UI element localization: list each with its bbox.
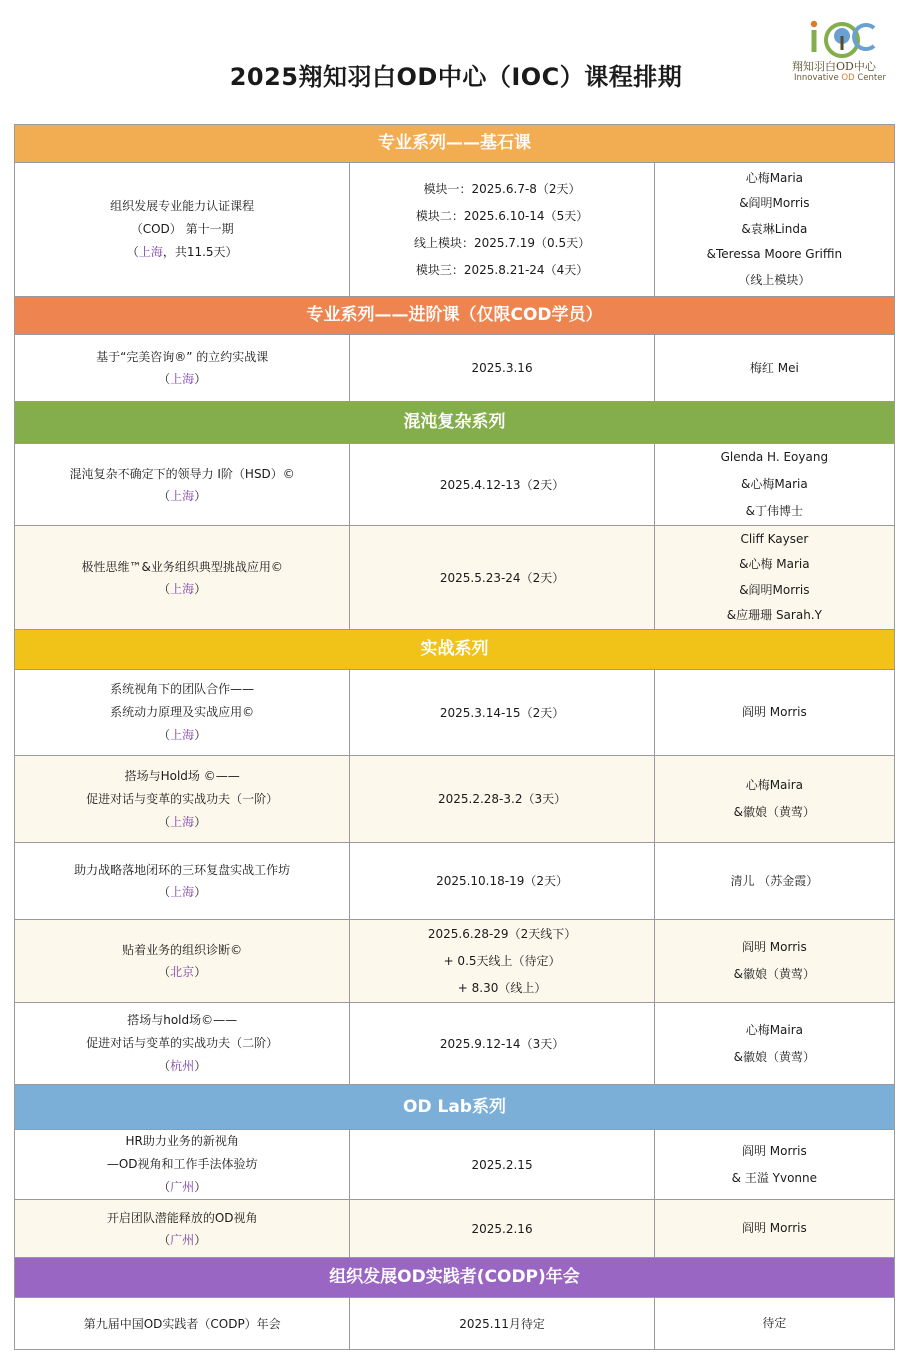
course-name: 基于“完美咨询®” 的立约实战课 [96,350,269,364]
course-name-cell [15,444,350,526]
course-name: —OD视角和工作手法体验坊 [106,1157,258,1171]
teacher-name: &袁琳Linda [741,221,808,236]
course-row [15,444,895,526]
course-date: 线上模块：2025.7.19（0.5天） [413,235,591,250]
course-dates-cell [350,163,654,297]
course-dates-cell [350,1003,654,1085]
course-date: 2025.6.28-29（2天线下） [427,926,577,941]
section-header-row [15,630,895,670]
teacher-name: &徽娘（黄莺） [733,805,816,819]
course-dates-cell [350,670,654,756]
course-name: 搭场与Hold场 ©—— [124,768,240,783]
course-date: 2025.2.28-3.2（3天） [437,792,567,806]
course-date: 2025.3.14-15（2天） [439,705,565,720]
course-dates-cell [350,843,654,920]
teacher-name: &阎明Morris [739,196,810,211]
course-date: 2025.4.12-13（2天） [439,477,565,492]
course-name: （COD） 第十一期 [130,222,234,236]
course-date: 2025.2.15 [471,1157,533,1172]
teacher-name: & 王溢 Yvonne [731,1170,818,1185]
course-location: （广州） [158,1232,207,1247]
course-name: 促进对话与变革的实战功夫（二阶） [86,1036,279,1050]
course-date: + 8.30（线上） [457,980,547,995]
teachers-cell [654,1130,894,1200]
teacher-name: 心梅Maria [745,170,804,185]
logo-chinese-name: 翔知羽白OD中心 [792,60,876,73]
course-name-cell [15,1298,350,1350]
location-city: 上海 [170,728,195,742]
teacher-name: 阎明 Morris [741,940,807,954]
teachers-cell [654,335,894,402]
course-dates-cell [350,756,654,843]
course-date: 2025.9.12-14（3天） [439,1036,565,1051]
course-name-cell [15,526,350,630]
course-name: 极性思维™&业务组织典型挑战应用© [81,559,283,574]
course-location: （广州） [158,1180,207,1194]
course-row [15,920,895,1003]
course-name-cell [15,670,350,756]
course-row [15,526,895,630]
section-header-row [15,1258,895,1298]
course-name: HR助力业务的新视角 [125,1134,239,1148]
course-name: 促进对话与变革的实战功夫（一阶） [86,791,279,806]
teachers-cell [654,1298,894,1350]
course-name-cell [15,756,350,843]
course-name-cell [15,163,350,297]
section-header: OD Lab系列 [15,1085,895,1130]
course-dates-cell [350,444,654,526]
course-date: 2025.10.18-19（2天） [436,874,569,888]
course-location: （上海，共11.5天） [126,245,238,259]
course-row [15,756,895,843]
course-name-cell [15,843,350,920]
course-row [15,670,895,756]
teacher-name: &阎明Morris [739,582,810,597]
location-city: 上海 [170,372,195,386]
teacher-name: 阎明 Morris [741,1221,807,1235]
teacher-name: 心梅Maira [745,778,804,792]
course-name: 系统视角下的团队合作—— [110,682,255,696]
location-city: 上海 [170,581,195,596]
course-name-cell [15,1200,350,1258]
course-row [15,1200,895,1258]
course-name: 系统动力原理及实战应用© [110,705,255,719]
course-name-cell [15,920,350,1003]
location-city: 广州 [170,1180,195,1194]
course-name: 混沌复杂不确定下的领导力 I阶（HSD）© [69,466,295,481]
teachers-cell [654,163,894,297]
course-date: 2025.5.23-24（2天） [439,570,565,585]
course-row [15,335,895,402]
course-row [15,1298,895,1350]
section-header: 专业系列——进阶课（仅限COD学员） [15,297,895,335]
course-dates-cell [350,1298,654,1350]
teachers-cell [654,444,894,526]
teacher-name: 梅红 Mei [749,360,799,375]
teacher-name: （线上模块） [738,272,811,287]
teacher-name: 阎明 Morris [741,1143,807,1158]
course-row [15,843,895,920]
section-header-row [15,1085,895,1130]
course-dates-cell [350,526,654,630]
course-date: 2025.2.16 [471,1221,533,1236]
page-title: 2025翔知羽白OD中心（IOC）课程排期 [229,63,683,91]
course-date: 模块一：2025.6.7-8（2天） [423,181,581,196]
course-name-cell [15,1003,350,1085]
course-row [15,1003,895,1085]
tree-logo-icon [808,18,876,58]
teacher-name: &心梅 Maria [739,557,810,571]
course-location: （上海） [158,885,207,899]
course-dates-cell [350,335,654,402]
teacher-name: &应珊珊 Sarah.Y [726,608,822,622]
teachers-cell [654,670,894,756]
course-date: 模块二：2025.6.10-14（5天） [415,208,589,223]
teacher-name: 清儿 （苏金霞） [730,873,819,888]
section-header-row [15,402,895,444]
teacher-name: &Teressa Moore Griffin [706,247,843,262]
section-header: 组织发展OD实践者(CODP)年会 [15,1258,895,1298]
teachers-cell [654,920,894,1003]
location-city: 上海 [170,814,195,829]
course-date: + 0.5天线上（待定） [443,953,561,968]
section-header: 实战系列 [15,630,895,670]
course-name: 开启团队潜能释放的OD视角 [106,1210,258,1225]
teachers-cell [654,1003,894,1085]
course-name: 贴着业务的组织诊断© [122,943,243,957]
course-date: 2025.3.16 [471,361,533,375]
course-location: （上海） [158,372,207,386]
course-location: （上海） [158,728,207,742]
course-date: 模块三：2025.8.21-24（4天） [415,262,589,277]
ioc-logo [790,18,900,88]
course-dates-cell [350,1200,654,1258]
location-city: 上海 [138,245,163,259]
course-dates-cell [350,1130,654,1200]
teacher-name: 待定 [762,1316,787,1330]
course-name: 第九届中国OD实践者（CODP）年会 [83,1316,281,1331]
course-location: （上海） [158,814,207,829]
course-row [15,1130,895,1200]
course-name: 组织发展专业能力认证课程 [110,199,255,213]
teacher-name: 阎明 Morris [741,705,807,719]
logo-english-name: Innovative OD Center [794,73,886,83]
course-location: （上海） [158,581,207,596]
course-schedule-table [14,124,895,1350]
teacher-name: &徽娘（黄莺） [733,1049,816,1064]
teacher-name: &心梅Maria [741,477,808,491]
teachers-cell [654,1200,894,1258]
course-name: 搭场与hold场©—— [127,1013,238,1027]
location-city: 北京 [170,965,195,979]
teacher-name: Cliff Kayser [740,531,809,546]
location-city: 上海 [170,885,195,899]
teachers-cell [654,843,894,920]
location-city: 广州 [170,1232,195,1247]
course-row [15,163,895,297]
course-name: 助力战略落地闭环的三环复盘实战工作坊 [74,863,291,877]
teacher-name: 心梅Maira [745,1022,804,1037]
course-location: （杭州） [158,1059,207,1073]
location-city: 杭州 [170,1059,195,1073]
course-name-cell [15,335,350,402]
course-location: （上海） [158,488,207,503]
course-location: （北京） [158,965,207,979]
course-date: 2025.11月待定 [459,1316,545,1331]
location-city: 上海 [170,488,195,503]
section-header-row [15,297,895,335]
course-name-cell [15,1130,350,1200]
course-dates-cell [350,920,654,1003]
section-header-row [15,125,895,163]
teacher-name: &徽娘（黄莺） [733,967,816,981]
teachers-cell [654,526,894,630]
section-header: 混沌复杂系列 [15,402,895,444]
teacher-name: Glenda H. Eoyang [720,450,829,464]
teachers-cell [654,756,894,843]
section-header: 专业系列——基石课 [15,125,895,163]
teacher-name: &丁伟博士 [745,504,804,518]
